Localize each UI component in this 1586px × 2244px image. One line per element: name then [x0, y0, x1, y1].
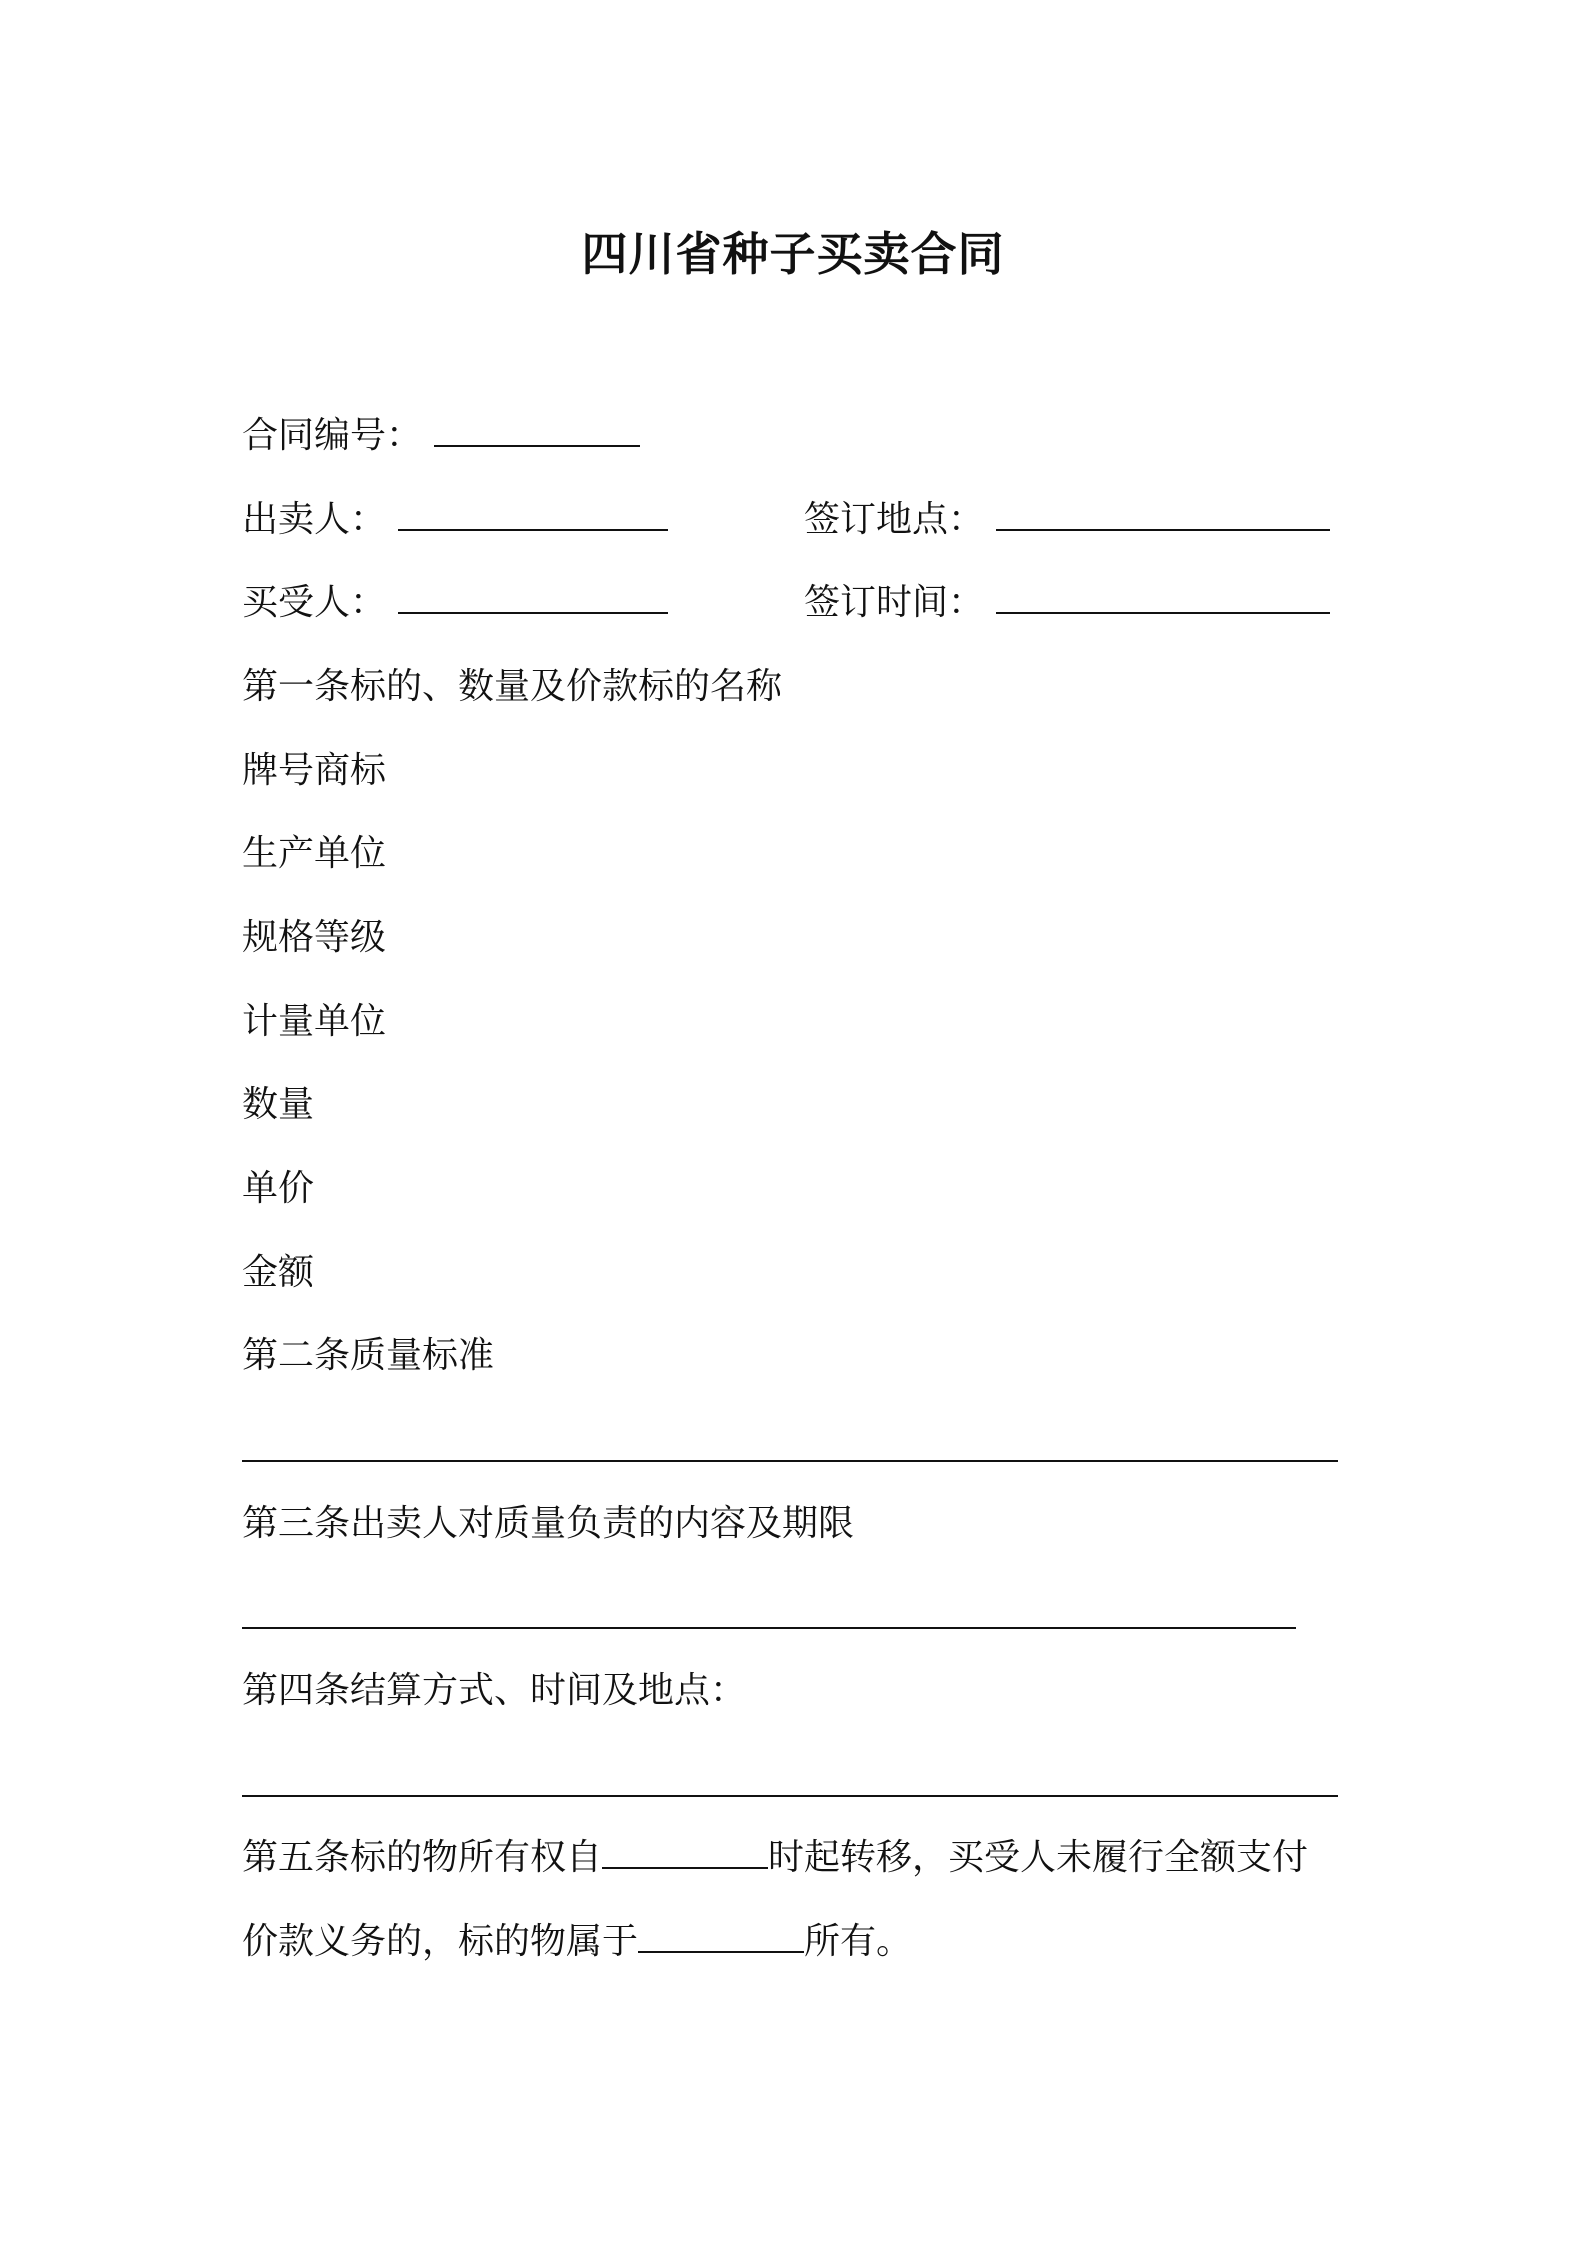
article2-fill-line[interactable] — [242, 1460, 1338, 1462]
article2-heading: 第二条质量标准 — [242, 1335, 495, 1376]
seller-label: 出卖人： — [242, 499, 387, 540]
sign-time-field — [804, 581, 1330, 625]
sign-place-label: 签订地点： — [804, 499, 985, 540]
article1-item-producer: 生产单位 — [242, 833, 387, 874]
article1-item-brand: 牌号商标 — [242, 750, 387, 791]
article4-fill-line[interactable] — [242, 1795, 1338, 1797]
article5-text-4: 所有。 — [804, 1921, 913, 1962]
article4-heading: 第四条结算方式、时间及地点： — [242, 1670, 747, 1711]
contract-number-label: 合同编号： — [242, 415, 423, 456]
article1-item-amount: 金额 — [242, 1252, 315, 1293]
seller-field — [242, 498, 668, 542]
sign-time-blank[interactable] — [996, 582, 1330, 614]
document-title: 四川省种子买卖合同 — [581, 227, 1005, 281]
article5-text-3: 价款义务的，标的物属于 — [242, 1921, 639, 1962]
article5-text-2: 时起转移，买受人未履行全额支付 — [768, 1837, 1309, 1878]
article1-item-spec-grade: 规格等级 — [242, 917, 387, 958]
sign-place-blank[interactable] — [996, 499, 1330, 531]
seller-blank[interactable] — [398, 499, 668, 531]
article5-text-1: 第五条标的物所有权自 — [242, 1837, 603, 1878]
article5-line2 — [242, 1920, 912, 1964]
contract-number-field — [242, 414, 640, 458]
article1-item-unit-price: 单价 — [242, 1168, 315, 1209]
article5-transfer-time-blank[interactable] — [602, 1837, 768, 1869]
article1-item-quantity: 数量 — [242, 1084, 315, 1125]
sign-place-field — [804, 498, 1330, 542]
buyer-label: 买受人： — [242, 582, 387, 623]
buyer-blank[interactable] — [398, 582, 668, 614]
article1-heading: 第一条标的、数量及价款标的名称 — [242, 666, 783, 707]
contract-number-blank[interactable] — [434, 415, 640, 447]
sign-time-label: 签订时间： — [804, 582, 985, 623]
article1-item-unit: 计量单位 — [242, 1001, 387, 1042]
article3-heading: 第三条出卖人对质量负责的内容及期限 — [242, 1503, 855, 1544]
article3-fill-line[interactable] — [242, 1627, 1296, 1629]
buyer-field — [242, 581, 668, 625]
article5-line1 — [242, 1836, 1308, 1880]
article5-owner-blank[interactable] — [638, 1921, 804, 1953]
